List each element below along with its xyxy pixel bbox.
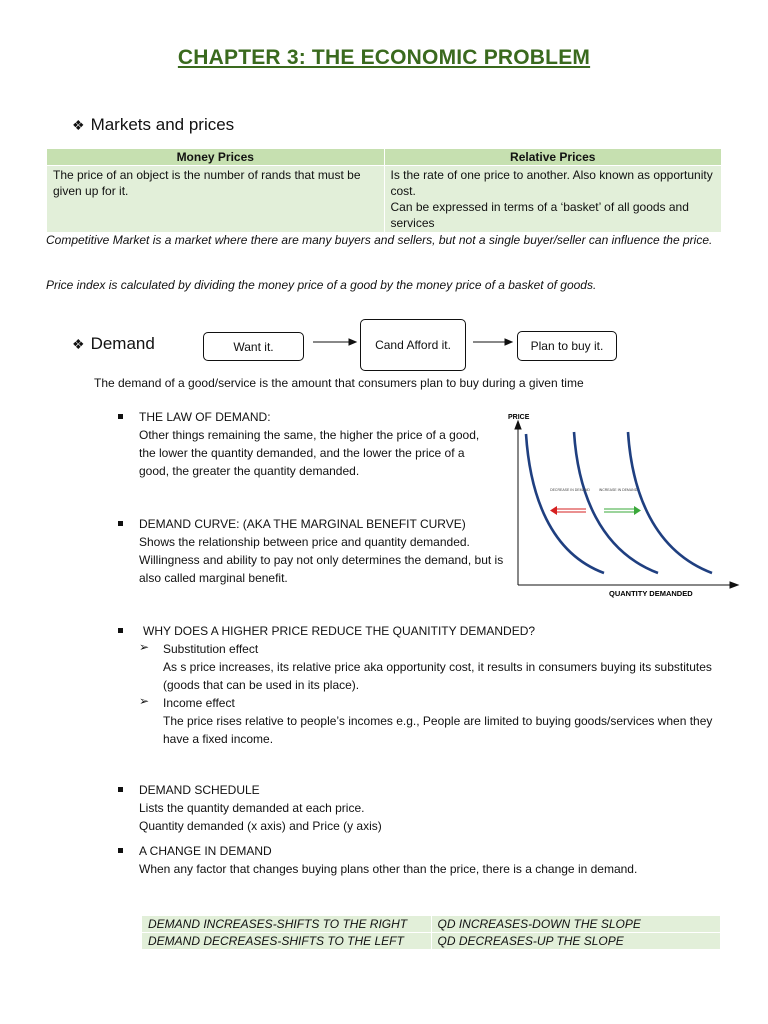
square-bullet-icon xyxy=(118,414,123,419)
graph-x-label: QUANTITY DEMANDED xyxy=(609,589,693,598)
flow-box-afford: Cand Afford it. xyxy=(360,319,466,371)
change-in-demand: A CHANGE IN DEMAND When any factor that changes buying plans other than the price, there is a change in demand. xyxy=(139,844,638,876)
increase-label: INCREASE IN DEMAND xyxy=(598,488,638,492)
demand-curve-left xyxy=(526,434,604,573)
demand-curve-middle xyxy=(574,432,658,573)
income-effect: Income effect The price rises relative to people’s incomes e.g., People are limited to buying goods/services when they have a fixed income. xyxy=(163,696,713,746)
price-index-note: Price index is calculated by dividing the money price of a good by the money price of a basket of goods. xyxy=(46,278,597,292)
square-bullet-icon xyxy=(118,521,123,526)
demand-heading: ❖ Demand xyxy=(72,334,155,353)
flow-box-want: Want it. xyxy=(203,332,304,361)
demand-curve-right xyxy=(628,432,712,573)
change-cell: QD DECREASES-UP THE SLOPE xyxy=(431,933,721,950)
markets-heading: ❖ Markets and prices xyxy=(72,115,235,134)
arrowhead-bullet-icon: ➢ xyxy=(139,640,150,654)
demand-curves xyxy=(526,432,712,573)
table-row xyxy=(142,933,721,950)
change-cell: QD INCREASES-DOWN THE SLOPE xyxy=(431,916,721,933)
decrease-label: DECREASE IN DEMAND xyxy=(550,488,590,492)
diamond-bullet-icon: ❖ xyxy=(72,336,85,352)
change-cell: DEMAND DECREASES-SHIFTS TO THE LEFT xyxy=(142,933,432,950)
square-bullet-icon xyxy=(118,628,123,633)
flow-box-plan: Plan to buy it. xyxy=(517,331,617,361)
decrease-arrow-icon xyxy=(550,506,586,515)
graph-y-label: PRICE xyxy=(508,414,530,421)
demand-curve-section: DEMAND CURVE: (AKA THE MARGINAL BENEFIT CURVE) Shows the relationship between price and quantity demanded. Willingness and ability to pay not only determines the demand, but is also called marginal benefit. xyxy=(139,517,504,585)
why-higher-price-title: WHY DOES A HIGHER PRICE REDUCE THE QUANITITY DEMANDED? xyxy=(143,624,536,638)
table-row xyxy=(142,916,721,933)
page-title: CHAPTER 3: THE ECONOMIC PROBLEM xyxy=(177,46,591,69)
money-prices-cell: The price of an object is the number of rands that must be given up for it. xyxy=(47,166,385,233)
arrowhead-bullet-icon: ➢ xyxy=(139,694,150,708)
demand-definition: The demand of a good/service is the amount that consumers plan to buy during a given time xyxy=(94,376,584,390)
money-prices-header: Money Prices xyxy=(47,149,385,166)
relative-prices-header: Relative Prices xyxy=(384,149,722,166)
square-bullet-icon xyxy=(118,787,123,792)
law-of-demand: THE LAW OF DEMAND: Other things remaining the same, the higher the price of a good, the lower the quantity demanded, and the lower the price of a good, the greater the quantity demanded. xyxy=(139,410,480,478)
demand-shift-graph xyxy=(500,405,750,605)
square-bullet-icon xyxy=(118,848,123,853)
change-cell: DEMAND INCREASES-SHIFTS TO THE RIGHT xyxy=(142,916,432,933)
flow-arrows xyxy=(0,0,768,400)
competitive-market-note: Competitive Market is a market where there are many buyers and sellers, but not a single buyer/seller can influence the price. xyxy=(46,233,713,247)
relative-prices-cell: Is the rate of one price to another. Also known as opportunity cost. Can be expressed in terms of a ‘basket’ of all goods and services xyxy=(384,166,722,233)
diamond-bullet-icon: ❖ xyxy=(72,117,85,133)
change-table xyxy=(141,915,721,950)
demand-schedule: DEMAND SCHEDULE Lists the quantity demanded at each price. Quantity demanded (x axis) and Price (y axis) xyxy=(139,783,382,833)
increase-arrow-icon xyxy=(604,506,641,515)
substitution-effect: Substitution effect As s price increases, its relative price aka opportunity cost, it results in consumers buying its substitutes (goods that can be used in its place). xyxy=(163,642,712,692)
